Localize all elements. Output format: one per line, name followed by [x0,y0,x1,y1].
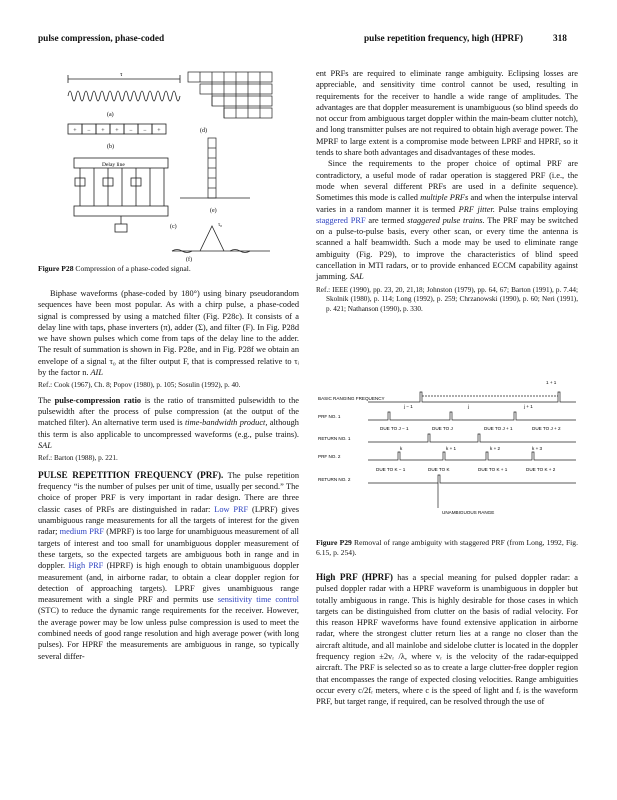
panel-a-label: (a) [107,112,114,118]
tick-k-plus-3: k + 3 [532,446,543,451]
page-number: 318 [553,34,567,44]
due-k-minus-1: DUE TO K − 1 [376,467,406,472]
paragraph-compression-ratio [38,395,299,451]
figure-p28-label: Figure P28 [38,264,74,273]
paragraph-hprf [316,572,578,708]
stag-text-d: are termed [365,215,408,225]
stag-text-a: Since the requirements to the proper choice of optimal PRF are contradictory, a useful mode of radar operation is staggered PRF (i.e., the mode when several different PRFs are used in a definite sequence). Sometimes this mode is called [316,159,578,203]
tau-label: τ [120,72,123,78]
signature-sal-2: SAL [347,272,364,282]
row-basic-ranging: BASIC RANGING FREQUENCY [318,396,385,401]
code-b-6: − [143,128,147,134]
figure-p29 [318,370,580,530]
reference-2: Ref.: Barton (1988), p. 221. [38,454,118,463]
term-multiple-prfs: multiple PRFs [420,193,469,203]
panel-d-label: (d) [200,128,207,134]
paragraph-prf [38,470,299,662]
p28-column-e [180,138,250,198]
due-j-minus-1: DUE TO J − 1 [380,426,409,431]
due-j-plus-2: DUE TO J + 2 [532,426,561,431]
code-b-1: + [73,128,77,134]
prf-text-b: (LPRF) gives unambiguous range measurements for all the targets of interest for the given radar; [38,504,299,537]
phase-coded-text: Biphase waveforms (phase-coded by 180°) using binary pseudorandom sequences have been most popular. As with a chirp pulse, a phase-coded signal is compressed by using a matched filter (Fig. P28c). It consists of a delay line with taps, phase inverters (π), adder (Σ), and filter (F). In Fig. P28d we have shown pulses which come from taps of the delay line to the adder. The result of summation is shown in Fig. P28e, and in Fig. P28f we obtain an envelope of a signal τ₀ at the filter output F, that is compressed relative to τᵢ by the factor n. [38,289,299,378]
p28-waveform-a [68,75,180,101]
panel-e-label: (e) [210,208,217,214]
ratio-text-c: although this term is also applicable to uncompressed waveforms (e.g., pulse trains). [38,418,299,439]
code-b-3: + [101,128,105,134]
code-b-7: + [157,128,161,134]
term-time-bandwidth: time-bandwidth product, [184,418,268,428]
link-high-prf[interactable]: High PRF [68,561,104,571]
tau0-label: τ₀ [218,222,223,228]
p28-delay-line-c [74,158,168,232]
right-column [316,68,578,314]
hprf-section [316,572,578,708]
panel-c-label: (c) [170,224,177,230]
p29-top-label: 1 + 1 [546,380,557,385]
figure-p29-caption-text: Removal of range ambiguity with staggered PRF (from Long, 1992, Fig. 6.15, p. 254). [316,538,578,557]
p28-triangle-f [172,226,270,253]
due-j-plus-1: DUE TO J + 1 [484,426,513,431]
running-head-right: pulse repetition frequency, high (HPRF) [364,34,523,44]
figure-p29-label: Figure P29 [316,538,352,547]
stag-text-e: The PRF may be switched on a pulse-to-pulse basis, every other scan, or every time the antenna is scanned a half beamwidth. Such a mode may be used to eliminate range ambiguity (Fig. P29), to improve the characteristics of blind speed cancellation in MTI radars, or to provide enhanced ECCM capability against jamming. [316,215,578,282]
reference-3: Ref.: IEEE (1990), pp. 23, 20, 21,18; Johnston (1979), pp. 64, 67; Barton (1991), p. 7.44; Skolnik (1980), p. 114; Long (1992), p. 259; Chrzanowski (1990), p. 60; Neri (1991), p. 421; Nathanson (1990), p. 330. [316,285,578,313]
link-staggered-prf[interactable]: staggered PRF [316,215,366,225]
link-low-prf[interactable]: Low PRF [214,504,249,514]
signature-ail: AIL [88,368,103,378]
row-prf-1: PRF NO. 1 [318,414,341,419]
prf-text-d: (HPRF) is high enough to obtain unambiguous doppler measurement (and, in airborne radar, to obtain a clear doppler region for detection of approaching targets). LPRF gives unambiguous range measurement with a single PRF and permits use [38,561,300,605]
term-staggered-pulse-trains: staggered pulse trains. [407,215,485,225]
left-column [38,288,299,662]
due-j: DUE TO J [432,426,453,431]
prf-text-c: (MPRF) is too large for unambiguous measurement of all targets of interest and too small for unambiguous doppler measurement of these targets, so the expected targets are ambiguous both in range and in doppler. [38,527,299,571]
row-return-1: RETURN NO. 1 [318,436,351,441]
signature-sal: SAL [38,441,52,451]
tick-j: j [468,404,470,409]
hprf-text: has a special meaning for pulsed doppler radar: a pulsed doppler radar with a HPRF waveform is unambiguous in doppler but totally ambiguous in range. This is highly desirable for those cases in which targets can be distinguished from clutter on the basis of radial velocity. For this reason HPRF waveforms have found extensive application in airborne radar, where the strongest clutter return lies at a range no closer than the aircraft altitude, and all mainlobe and sidelobe clutter is located in the doppler frequency region ±2vᵣ /λ, where vᵣ is the velocity of the radar-equipped aircraft. The PRF is selected so as to create a large clutter-free doppler region that encompasses the range of expected closing velocities. Range ambiguities occur every c/2fᵣ meters, where c is the speed of light and fᵣ is the waveform PRF, but target range, if required, can be resolved through the use of [316,573,578,707]
tick-j-minus-1: j − 1 [404,404,413,409]
term-prf-jitter: PRF jitter. [458,204,495,214]
paragraph-phase-coded [38,288,299,378]
term-hprf: High PRF (HPRF) [316,572,393,582]
due-k-plus-2: DUE TO K + 2 [526,467,556,472]
figure-p28-caption-text: Compression of a phase-coded signal. [73,264,191,273]
due-k-plus-1: DUE TO K + 1 [478,467,508,472]
link-medium-prf[interactable]: medium PRF [59,527,105,537]
running-head-left: pulse compression, phase-coded [38,34,165,44]
reference-1: Ref.: Cook (1967), Ch. 8; Popov (1980), p. 105; Sosulin (1992), p. 40. [38,381,241,390]
tick-k-plus-2: k + 2 [490,446,501,451]
row-prf-2: PRF NO. 2 [318,454,341,459]
tick-k-plus-1: k + 1 [446,446,457,451]
stag-text-c: Pulse trains employing [494,204,578,214]
figure-p28-caption [38,264,298,274]
tick-k: k [400,446,403,451]
paragraph-staggered [316,158,578,282]
p28-grid-d [188,72,272,118]
code-b-2: − [87,128,91,134]
row-return-2: RETURN NO. 2 [318,477,351,482]
panel-b-label: (b) [107,144,114,150]
paragraph-continued: ent PRFs are required to eliminate range ambiguity. Eclipsing losses are appreciable, and sensitivity time control cannot be used, resulting in requirements for the receiver to handle a wide range of amplitudes. The advantages are that doppler measurement is unambiguous (so blind speeds do not occur from ambiguous target doppler within the main-beam clutter notch), and long transmitter pulses are not required to obtain high average power. The MPRF to large extent is a compromise mode between LPRF and HPRF, so it tends to share both advantages and disadvantages of these modes. [316,69,578,158]
prf-text-a: The pulse repetition frequency “is the number of pulses per unit of time, usually per second.” The choice of proper PRF is very important in radar design. There are three classic cases of PRFs are distinguished in radar: [38,470,299,514]
code-b-4: + [115,128,119,134]
figure-p29-caption [316,538,578,558]
panel-f-label: (f) [186,257,192,262]
ratio-text-b: is the ratio of transmitted pulsewidth to the pulsewidth after the process of pulse compression (at the output of the matched filter). An alternative term used is [38,395,300,428]
stag-text-b: and when the interpulse interval varies in a random manner it is termed [316,193,578,214]
unambiguous-range-label: UNAMBIGUOUS RANGE [442,510,495,515]
code-b-5: − [129,128,133,134]
due-k: DUE TO K [428,467,450,472]
prf-text-e: (STC) to reduce the dynamic range requirements for the receiver. However, the average power may be low unless pulse compression is used to meet the combined needs of good range resolution and high average power (with long pulses). For HPRF the measurements are ambiguous in range, so typically several differ- [38,606,299,661]
ratio-text-a: The [38,395,55,405]
tick-j-plus-1: j + 1 [524,404,533,409]
term-prf: PULSE REPETITION FREQUENCY (PRF). [38,469,224,480]
link-sensitivity-time-control[interactable]: sensitivity time control [217,595,299,605]
figure-p28 [60,66,285,262]
term-pulse-compression-ratio: pulse-compression ratio [54,395,142,405]
delay-line-label: Delay line [102,162,125,168]
